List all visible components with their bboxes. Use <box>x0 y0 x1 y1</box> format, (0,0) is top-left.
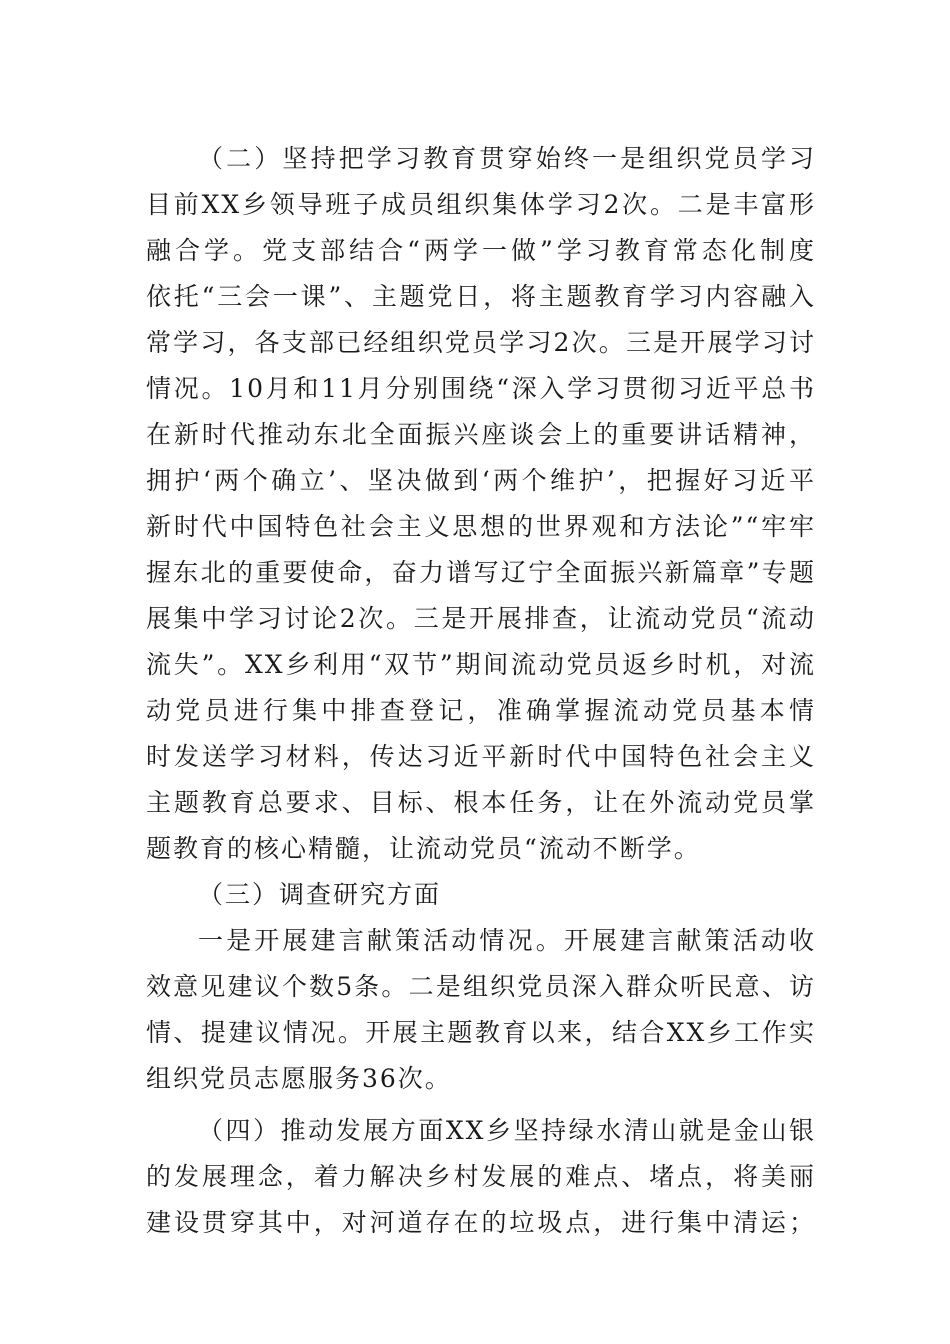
text-line: 情、提建议情况。开展主题教育以来，结合XX乡工作实 <box>146 1018 816 1047</box>
text-line: 组织党员志愿服务36次。 <box>146 1064 452 1093</box>
text-line: 建设贯穿其中，对河道存在的垃圾点，进行集中清运； <box>146 1208 816 1237</box>
text-line: （四）推动发展方面XX乡坚持绿水清山就是金山银 <box>198 1116 816 1145</box>
text-line: 的发展理念，着力解决乡村发展的难点、堵点，将美丽 <box>146 1162 816 1191</box>
text-line: 拥护‘两个确立’、坚决做到‘两个维护’，把握好习近平 <box>146 466 816 495</box>
text-line: 展集中学习讨论2次。三是开展排查，让流动党员“流动 <box>146 604 816 633</box>
text-line: 动党员进行集中排查登记，准确掌握流动党员基本情 <box>146 696 816 725</box>
text-line: 一是开展建言献策活动情况。开展建言献策活动收 <box>198 926 816 955</box>
text-line: 在新时代推动东北全面振兴座谈会上的重要讲话精神， <box>146 420 816 449</box>
paragraph-2 <box>146 136 816 872</box>
paragraph-4 <box>146 1108 816 1246</box>
text-line: 情况。10月和11月分别围绕“深入学习贯彻习近平总书 <box>146 374 816 403</box>
text-line: 握东北的重要使命，奋力谱写辽宁全面振兴新篇章”专题 <box>146 558 816 587</box>
text-line: 常学习，各支部已经组织党员学习2次。三是开展学习讨 <box>146 328 816 357</box>
text-line: 目前XX乡领导班子成员组织集体学习2次。二是丰富形 <box>146 190 816 219</box>
text-line: 依托“三会一课”、主题党日，将主题教育学习内容融入 <box>146 282 816 311</box>
text-line: （二）坚持把学习教育贯穿始终一是组织党员学习 <box>198 144 816 173</box>
document-body <box>146 136 816 1246</box>
text-line: 效意见建议个数5条。二是组织党员深入群众听民意、访 <box>146 972 816 1001</box>
section-heading-3 <box>146 872 816 918</box>
text-line: 流失”。XX乡利用“双节”期间流动党员返乡时机，对流 <box>146 650 816 679</box>
text-line: 新时代中国特色社会主义思想的世界观和方法论”“牢牢 <box>146 512 816 541</box>
text-line: 融合学。党支部结合“两学一做”学习教育常态化制度 <box>146 236 816 265</box>
text-line: 时发送学习材料，传达习近平新时代中国特色社会主义 <box>146 742 816 771</box>
text-line: 题教育的核心精髓，让流动党员“流动不断学。 <box>146 834 701 863</box>
section-heading: （三）调查研究方面 <box>198 880 442 909</box>
text-line: 主题教育总要求、目标、根本任务，让在外流动党员掌 <box>146 788 816 817</box>
paragraph-3 <box>146 918 816 1102</box>
